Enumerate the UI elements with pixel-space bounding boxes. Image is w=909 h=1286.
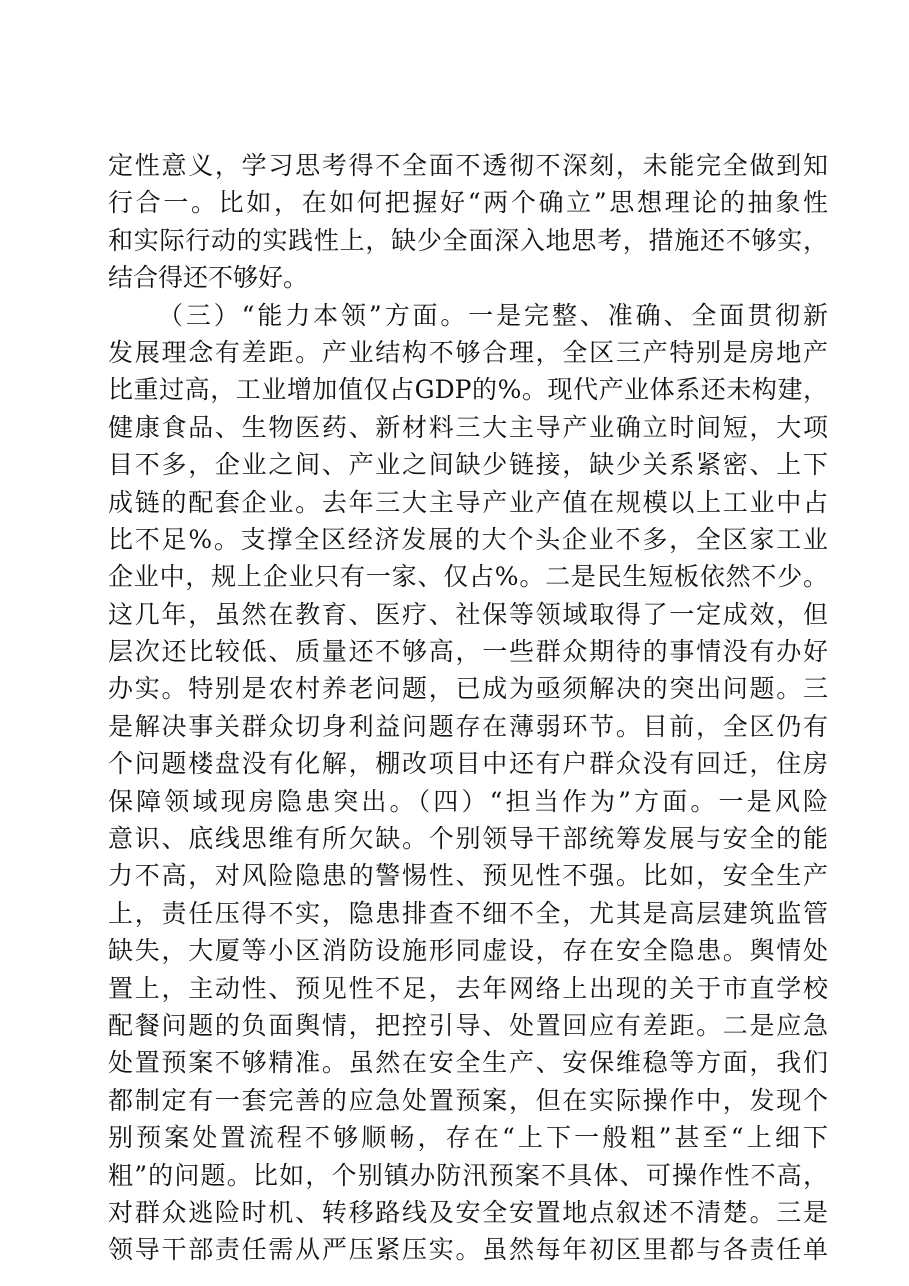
text-line: 缺失，大厦等小区消防设施形同虚设，存在安全隐患。舆情处 — [108, 936, 828, 966]
text-line: 置上，主动性、预见性不足，去年网络上出现的关于市直学校 — [108, 973, 828, 1003]
text-line: （三）“能力本领”方面。一是完整、准确、全面贯彻新 — [158, 300, 828, 330]
text-line: 目不多，企业之间、产业之间缺少链接，缺少关系紧密、上下 — [108, 450, 828, 480]
text-line: 定性意义，学习思考得不全面不透彻不深刻，未能完全做到知 — [108, 151, 828, 180]
text-line: 企业中，规上企业只有一家、仅占%。二是民生短板依然不少。 — [108, 562, 828, 592]
text-line: 个问题楼盘没有化解，棚改项目中还有户群众没有回迁，住房 — [108, 749, 828, 779]
text-line: 这几年，虽然在教育、医疗、社保等领域取得了一定成效，但 — [108, 599, 828, 629]
text-line: 别预案处置流程不够顺畅，存在“上下一般粗”甚至“上细下 — [108, 1123, 828, 1153]
text-line: 保障领域现房隐患突出。（四）“担当作为”方面。一是风险 — [108, 786, 828, 816]
text-line: 和实际行动的实践性上，缺少全面深入地思考，措施还不够实， — [108, 225, 828, 255]
text-line: 配餐问题的负面舆情，把控引导、处置回应有差距。二是应急 — [108, 1010, 828, 1040]
text-line: 上，责任压得不实，隐患排查不细不全，尤其是高层建筑监管 — [108, 898, 828, 928]
text-line: 层次还比较低、质量还不够高，一些群众期待的事情没有办好 — [108, 637, 828, 667]
text-line: 力不高，对风险隐患的警惕性、预见性不强。比如，安全生产 — [108, 861, 828, 891]
text-line: 办实。特别是农村养老问题，已成为亟须解决的突出问题。三 — [108, 674, 828, 704]
text-line: 粗”的问题。比如，个别镇办防汛预案不具体、可操作性不高， — [108, 1160, 828, 1190]
text-line: 都制定有一套完善的应急处置预案，但在实际操作中，发现个 — [108, 1085, 828, 1115]
text-line: 意识、底线思维有所欠缺。个别领导干部统筹发展与安全的能 — [108, 824, 828, 854]
text-line: 发展理念有差距。产业结构不够合理，全区三产特别是房地产 — [108, 337, 828, 367]
text-line: 成链的配套企业。去年三大主导产业产值在规模以上工业中占 — [108, 487, 828, 517]
body-text — [108, 147, 828, 1269]
text-line: 处置预案不够精准。虽然在安全生产、安保维稳等方面，我们 — [108, 1048, 828, 1078]
text-line: 行合一。比如，在如何把握好“两个确立”思想理论的抽象性 — [108, 188, 828, 218]
text-line: 健康食品、生物医药、新材料三大主导产业确立时间短，大项 — [108, 412, 828, 442]
text-line: 是解决事关群众切身利益问题存在薄弱环节。目前，全区仍有 — [108, 711, 828, 741]
text-line: 结合得还不够好。 — [108, 263, 309, 293]
text-line: 比不足%。支撑全区经济发展的大个头企业不多，全区家工业 — [108, 524, 828, 554]
text-line: 对群众逃险时机、转移路线及安全安置地点叙述不清楚。三是 — [108, 1197, 828, 1227]
text-line: 领导干部责任需从严压紧压实。虽然每年初区里都与各责任单 — [108, 1235, 828, 1265]
text-line: 比重过高，工业增加值仅占GDP的%。现代产业体系还未构建， — [108, 375, 828, 405]
